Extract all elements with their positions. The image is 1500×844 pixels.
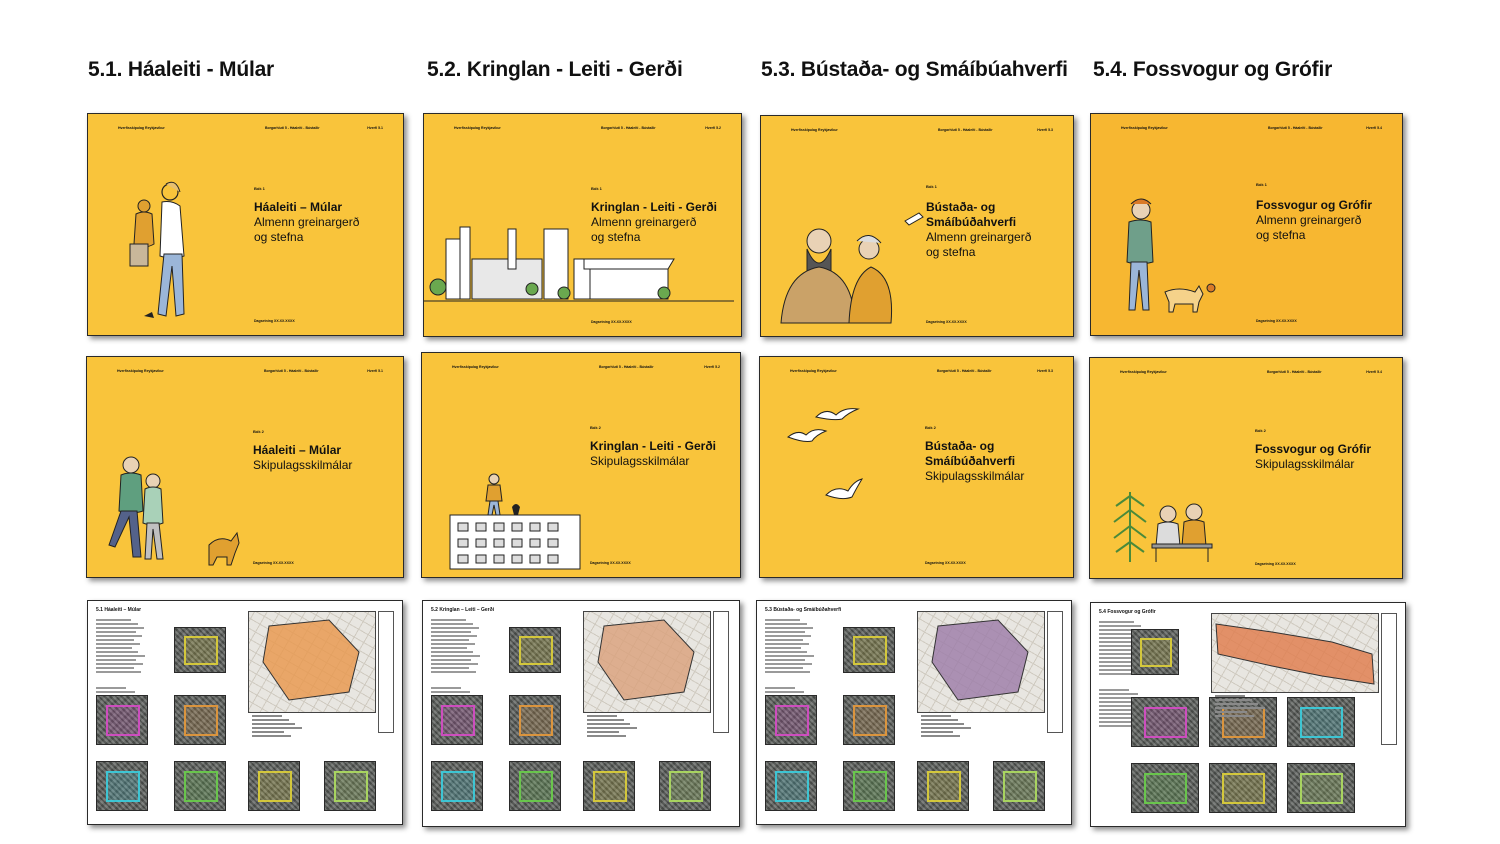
map-legend bbox=[921, 715, 981, 739]
book-number: Bók 1 bbox=[926, 184, 937, 189]
text-block bbox=[431, 619, 481, 675]
aerial-map-thumbnail bbox=[174, 761, 226, 811]
building-with-figure-illustration bbox=[446, 471, 586, 571]
couple-and-cat-illustration bbox=[105, 453, 265, 573]
column-title-5-3: 5.3. Bústaða- og Smáíbúahverfi bbox=[761, 58, 1068, 81]
aerial-map-thumbnail bbox=[917, 761, 969, 811]
aerial-map-thumbnail bbox=[765, 761, 817, 811]
aerial-map-thumbnail bbox=[843, 627, 895, 673]
aerial-map-thumbnail bbox=[96, 761, 148, 811]
main-plan-map bbox=[917, 611, 1045, 713]
aerial-map-thumbnail bbox=[431, 761, 483, 811]
sheet-side-panel bbox=[713, 611, 729, 733]
column-title-5-4: 5.4. Fossvogur og Grófir bbox=[1093, 58, 1333, 81]
plan-sheet-5-2[interactable] bbox=[422, 600, 740, 827]
book-number: Bók 2 bbox=[1255, 428, 1266, 433]
seated-couple-illustration bbox=[1112, 486, 1232, 566]
cover-header: Hverfisskipulag Reykjavíkur Borgarhluti 5 - Háaleiti - Bústaðir Hverfi 5.1 bbox=[117, 369, 383, 373]
aerial-map-thumbnail bbox=[509, 627, 561, 673]
aerial-map-thumbnail bbox=[1131, 763, 1199, 813]
aerial-map-thumbnail bbox=[509, 695, 561, 745]
cover-date: Dagsetning XX.XX.XXXX bbox=[1255, 562, 1296, 566]
cover-5-2-book-1[interactable] bbox=[423, 113, 742, 337]
aerial-map-thumbnail bbox=[843, 695, 895, 745]
cover-date: Dagsetning XX.XX.XXXX bbox=[254, 319, 295, 323]
cover-header: Hverfisskipulag Reykjavíkur Borgarhluti 5 - Háaleiti - Bústaðir Hverfi 5.2 bbox=[452, 365, 720, 369]
aerial-map-thumbnail bbox=[1287, 697, 1355, 747]
aerial-map-thumbnail bbox=[1209, 763, 1277, 813]
aerial-map-thumbnail bbox=[659, 761, 711, 811]
cover-date: Dagsetning XX.XX.XXXX bbox=[925, 561, 966, 565]
main-plan-map bbox=[583, 611, 711, 713]
aerial-map-thumbnail bbox=[993, 761, 1045, 811]
aerial-map-thumbnail bbox=[174, 695, 226, 745]
cover-title: Bústaða- og Smáíbúðahverfi Skipulagsskilmálar bbox=[925, 439, 1025, 483]
cover-date: Dagsetning XX.XX.XXXX bbox=[253, 561, 294, 565]
map-legend bbox=[587, 715, 647, 739]
walking-people-illustration bbox=[122, 174, 192, 324]
aerial-map-thumbnail bbox=[1287, 763, 1355, 813]
cover-title: Kringlan - Leiti - Gerði Skipulagsskilmálar bbox=[590, 439, 717, 468]
cover-5-4-book-2[interactable] bbox=[1089, 357, 1403, 579]
cover-header: Hverfisskipulag Reykjavíkur Borgarhluti 5 - Háaleiti - Bústaðir Hverfi 5.1 bbox=[118, 126, 383, 130]
map-legend bbox=[252, 715, 312, 739]
cover-5-4-book-1[interactable] bbox=[1090, 113, 1403, 336]
plan-sheet-title: 5.1 Háaleiti – Múlar bbox=[96, 607, 142, 613]
aerial-map-thumbnail bbox=[1131, 697, 1199, 747]
aerial-map-thumbnail bbox=[583, 761, 635, 811]
cover-5-1-book-2[interactable] bbox=[86, 356, 404, 578]
aerial-map-thumbnail bbox=[843, 761, 895, 811]
book-number: Bók 1 bbox=[1256, 182, 1267, 187]
map-legend bbox=[1215, 695, 1275, 719]
column-title-5-2: 5.2. Kringlan - Leiti - Gerði bbox=[427, 58, 683, 81]
aerial-map-thumbnail bbox=[765, 695, 817, 745]
plan-sheet-title: 5.2 Kringlan – Leiti – Gerði bbox=[431, 607, 495, 613]
column-title-5-1: 5.1. Háaleiti - Múlar bbox=[88, 58, 275, 81]
plan-sheet-5-4[interactable] bbox=[1090, 602, 1406, 827]
cover-header: Hverfisskipulag Reykjavíkur Borgarhluti 5 - Háaleiti - Bústaðir Hverfi 5.3 bbox=[791, 128, 1053, 132]
cover-header: Hverfisskipulag Reykjavíkur Borgarhluti 5 - Háaleiti - Bústaðir Hverfi 5.4 bbox=[1120, 370, 1382, 374]
main-plan-map bbox=[248, 611, 376, 713]
cover-title: Háaleiti – Múlar Almenn greinargerð og stefna bbox=[254, 200, 360, 244]
plan-sheet-5-1[interactable] bbox=[87, 600, 403, 825]
main-plan-map bbox=[1211, 613, 1379, 693]
aerial-map-thumbnail bbox=[431, 695, 483, 745]
cover-5-1-book-1[interactable] bbox=[87, 113, 404, 336]
two-people-illustration bbox=[777, 211, 937, 336]
cover-header: Hverfisskipulag Reykjavíkur Borgarhluti 5 - Háaleiti - Bústaðir Hverfi 5.3 bbox=[790, 369, 1053, 373]
cover-header: Hverfisskipulag Reykjavíkur Borgarhluti 5 - Háaleiti - Bústaðir Hverfi 5.2 bbox=[454, 126, 721, 130]
book-number: Bók 1 bbox=[254, 186, 265, 191]
cover-date: Dagsetning XX.XX.XXXX bbox=[591, 320, 632, 324]
cover-5-3-book-1[interactable] bbox=[760, 115, 1074, 337]
cover-date: Dagsetning XX.XX.XXXX bbox=[1256, 319, 1297, 323]
cover-5-2-book-2[interactable] bbox=[421, 352, 741, 578]
sheet-side-panel bbox=[1381, 613, 1397, 745]
aerial-map-thumbnail bbox=[509, 761, 561, 811]
aerial-map-thumbnail bbox=[96, 695, 148, 745]
aerial-map-thumbnail bbox=[248, 761, 300, 811]
plan-sheet-title: 5.3 Bústaða- og Smáíbúðahverfi bbox=[765, 607, 842, 613]
book-number: Bók 2 bbox=[253, 429, 264, 434]
aerial-map-thumbnail bbox=[1131, 629, 1179, 675]
cover-title: Kringlan - Leiti - Gerði Almenn greinargerð og stefna bbox=[591, 200, 718, 244]
text-block bbox=[765, 619, 815, 675]
text-block bbox=[96, 619, 146, 675]
plan-sheet-title: 5.4 Fossvogur og Grófir bbox=[1099, 609, 1156, 615]
cover-date: Dagsetning XX.XX.XXXX bbox=[926, 320, 967, 324]
plan-sheet-5-3[interactable] bbox=[756, 600, 1072, 825]
book-number: Bók 2 bbox=[590, 425, 601, 430]
sheet-side-panel bbox=[1047, 611, 1063, 733]
cover-header: Hverfisskipulag Reykjavíkur Borgarhluti 5 - Háaleiti - Bústaðir Hverfi 5.4 bbox=[1121, 126, 1382, 130]
book-number: Bók 1 bbox=[591, 186, 602, 191]
cover-title: Fossvogur og Grófir Skipulagsskilmálar bbox=[1255, 442, 1372, 471]
aerial-map-thumbnail bbox=[174, 627, 226, 673]
cover-title: Fossvogur og Grófir Almenn greinargerð og stefna bbox=[1256, 198, 1373, 242]
cityscape-illustration bbox=[424, 219, 734, 304]
seagulls-illustration bbox=[786, 403, 906, 513]
cover-title: Háaleiti – Múlar Skipulagsskilmálar bbox=[253, 443, 353, 472]
cover-date: Dagsetning XX.XX.XXXX bbox=[590, 561, 631, 565]
book-number: Bók 2 bbox=[925, 425, 936, 430]
sheet-side-panel bbox=[378, 611, 394, 733]
aerial-map-thumbnail bbox=[324, 761, 376, 811]
cover-title: Bústaða- og Smáíbúðahverfi Almenn greinargerð og stefna bbox=[926, 200, 1032, 259]
cover-5-3-book-2[interactable] bbox=[759, 356, 1074, 578]
person-with-dog-illustration bbox=[1119, 192, 1219, 317]
